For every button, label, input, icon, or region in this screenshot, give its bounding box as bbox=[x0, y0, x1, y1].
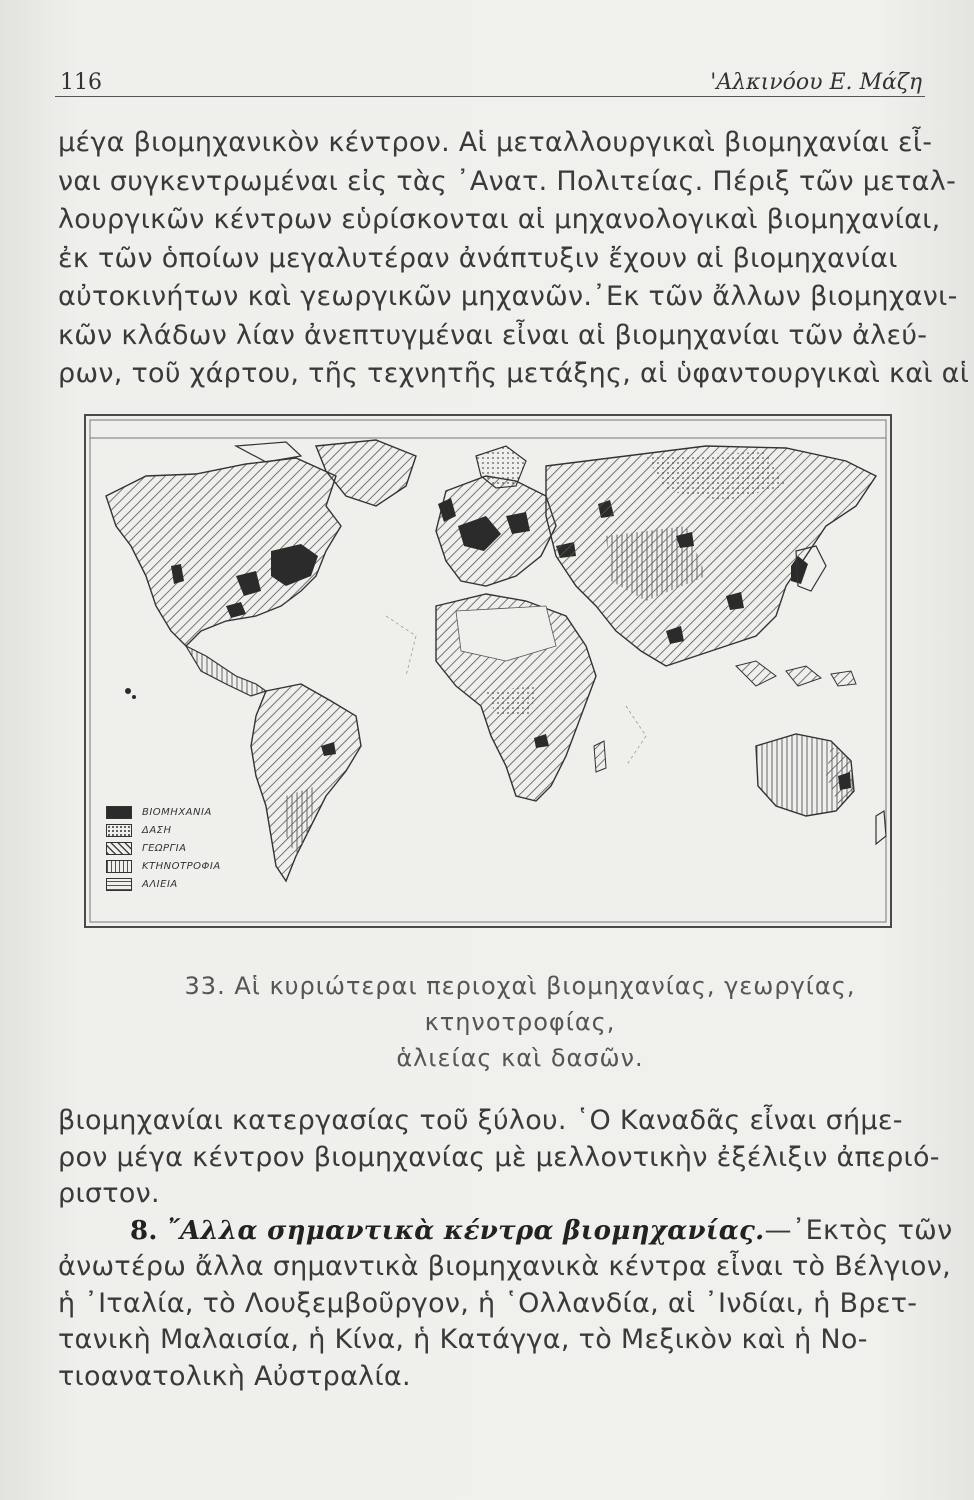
legend-swatch-solid bbox=[106, 806, 132, 819]
section-heading-line bbox=[58, 1213, 953, 1250]
legend-label: ΔΑΣΗ bbox=[142, 824, 172, 836]
caption-line: ἁλιείας καὶ δασῶν. bbox=[396, 1044, 644, 1072]
text-line: κῶν κλάδων λίαν ἀνεπτυγμέναι εἶναι αἱ βιομηχανίαι τῶν ἀλεύ- bbox=[58, 319, 928, 351]
section-number: 8. bbox=[130, 1215, 158, 1246]
text-line: ναι συγκεντρωμέναι εἰς τὰς ᾿Ανατ. Πολιτείας. Πέριξ τῶν μεταλ- bbox=[58, 165, 957, 197]
page-number: 116 bbox=[60, 70, 102, 95]
central-america bbox=[186, 646, 266, 696]
legend-label: ΑΛΙΕΙΑ bbox=[142, 878, 178, 890]
caption-line: 33. Αἱ κυριώτεραι περιοχαὶ βιομηχανίας, γεωργίας, κτηνοτροφίας, bbox=[184, 972, 856, 1036]
text-line: ἡ ᾿Ιταλία, τὸ Λουξεμβοῦργον, ἡ ῾Ολλανδία, αἱ ᾿Ινδίαι, ἡ Βρετ- bbox=[58, 1287, 918, 1319]
map-legend bbox=[106, 804, 286, 894]
legend-item bbox=[106, 822, 286, 838]
text-line: ἐκ τῶν ὁποίων μεγαλυτέραν ἀνάπτυξιν ἔχουν αἱ βιομηχανίαι bbox=[58, 242, 898, 274]
text-line: λουργικῶν κέντρων εὑρίσκονται αἱ μηχανολογικαὶ βιομηχανίαι, bbox=[58, 204, 941, 235]
header-rule bbox=[55, 96, 925, 97]
southeast-asia-islands bbox=[736, 661, 856, 686]
text-line: —᾿Εκτὸς τῶν bbox=[764, 1214, 953, 1246]
text-line: αὐτοκινήτων καὶ γεωργικῶν μηχανῶν.᾿Εκ τῶν ἄλλων βιομηχανι- bbox=[58, 281, 958, 312]
paragraph-bottom bbox=[58, 1103, 953, 1395]
running-head: 'Αλκινόου Ε. Μάζη bbox=[710, 70, 922, 95]
legend-item bbox=[106, 876, 286, 892]
legend-swatch-dots bbox=[106, 824, 132, 837]
legend-label: ΚΤΗΝΟΤΡΟΦΙΑ bbox=[142, 860, 221, 872]
legend-label: ΓΕΩΡΓΙΑ bbox=[142, 842, 187, 854]
greenland bbox=[316, 440, 416, 506]
figure-caption bbox=[100, 968, 940, 1076]
new-zealand bbox=[876, 811, 886, 844]
legend-item bbox=[106, 840, 286, 856]
text-line: βιομηχανίαι κατεργασίας τοῦ ξύλου. ῾Ο Καναδᾶς εἶναι σήμε- bbox=[58, 1105, 903, 1136]
legend-label: ΒΙΟΜΗΧΑΝΙΑ bbox=[142, 806, 212, 818]
hawaii-dot bbox=[132, 695, 136, 699]
text-line: μέγα βιομηχανικὸν κέντρον. Αἱ μεταλλουργικαὶ βιομηχανίαι εἶ- bbox=[58, 127, 933, 158]
world-map-figure bbox=[84, 414, 892, 928]
text-line: ρων, τοῦ χάρτου, τῆς τεχνητῆς μετάξης, αἱ ὑφαντουργικαὶ καὶ αἱ bbox=[58, 358, 970, 389]
section-title: ῎Αλλα σημαντικὰ κέντρα βιομηχανίας. bbox=[166, 1215, 765, 1246]
legend-swatch-diagonal bbox=[106, 842, 132, 855]
text-line: ἀνωτέρω ἄλλα σημαντικὰ βιομηχανικὰ κέντρα εἶναι τὸ Βέλγιον, bbox=[58, 1251, 951, 1282]
legend-swatch-horizontal bbox=[106, 878, 132, 891]
legend-swatch-vertical bbox=[106, 860, 132, 873]
text-line: τιοανατολικὴ Αὐστραλία. bbox=[58, 1360, 411, 1392]
text-line: τανικὴ Μαλαισία, ἡ Κίνα, ἡ Κατάγγα, τὸ Μεξικὸν καὶ ἡ Νο- bbox=[58, 1324, 868, 1355]
paragraph-top bbox=[58, 124, 970, 394]
legend-item bbox=[106, 804, 286, 820]
text-line: ριστον. bbox=[58, 1178, 160, 1209]
legend-item bbox=[106, 858, 286, 874]
text-line: ρον μέγα κέντρον βιομηχανίας μὲ μελλοντικὴν ἐξέλιξιν ἀπεριό- bbox=[58, 1141, 940, 1173]
hawaii-dot bbox=[125, 688, 131, 694]
madagascar bbox=[594, 741, 606, 772]
